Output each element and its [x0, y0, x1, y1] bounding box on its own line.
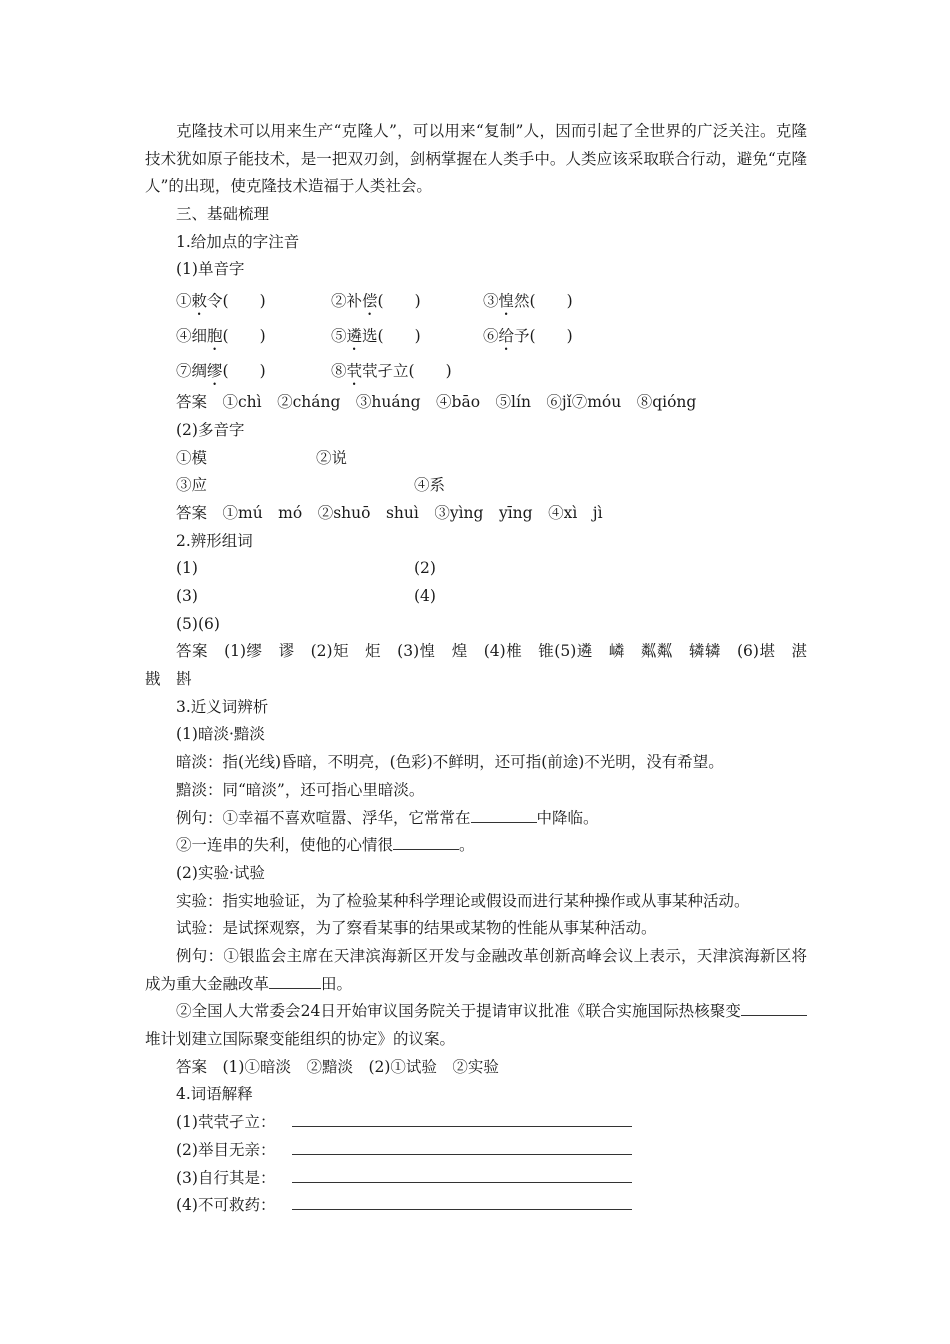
q1-answer2: 答案 ①mú mó ②shuō shuì ③yìng yīng ④xì jì — [176, 503, 603, 522]
q4-item: (3)自行其是： — [145, 1165, 807, 1193]
q3-p2-def1: 实验：指实地验证，为了检验某种科学理论或假设而进行某种操作或从事某种活动。 — [176, 891, 750, 910]
q1-answer1: 答案 ①chì ②cháng ③huáng ④bāo ⑤lín ⑥jǐ⑦móu ⑧qióng — [176, 393, 697, 412]
q3-p1-def1: 暗淡：指(光线)昏暗，不明亮，(色彩)不鲜明，还可指(前途)不光明，没有希望。 — [176, 753, 724, 772]
q3-p2-def2: 试验：是试探观察，为了察看某事的结果或某物的性能从事某种活动。 — [176, 919, 657, 938]
answer-line — [292, 1192, 632, 1210]
fill-blank — [393, 833, 459, 850]
q1-row — [145, 354, 807, 389]
answer-line — [292, 1109, 632, 1127]
q1-item: ①敕令( ) — [176, 292, 266, 311]
q2-row: (1) (2) — [176, 559, 436, 578]
q1-item: ⑧茕茕孑立( ) — [331, 362, 452, 381]
q4-title: 4.词语解释 — [176, 1085, 253, 1104]
intro-paragraph: 克隆技术可以用来生产“克隆人”，可以用来“复制”人，因而引起了全世界的广泛关注。克隆技术犹如原子能技术，是一把双刃剑，剑柄掌握在人类手中。人类应该采取联合行动，避免“克隆人”的出现，使克隆技术造福于人类社会。 — [145, 122, 807, 196]
q3-p1-example2: ②一连串的失利，使他的心情很 。 — [145, 832, 807, 860]
answer-line — [292, 1165, 632, 1183]
q1-row — [145, 319, 807, 354]
q2-row: (5)(6) — [176, 614, 220, 633]
q1-row — [145, 284, 807, 319]
fill-blank — [741, 999, 807, 1016]
answer-line — [292, 1137, 632, 1155]
q3-p1-def2: 黯淡：同“暗淡”，还可指心里暗淡。 — [176, 780, 425, 799]
q3-p1-example1: 例句：①幸福不喜欢喧嚣、浮华，它常常在 中降临。 — [145, 805, 807, 833]
q2-row: (3) (4) — [176, 586, 436, 605]
q3-p2-example1: 例句：①银监会主席在天津滨海新区开发与金融改革创新高峰会议上表示，天津滨海新区将成为重大金融改革 田。 — [145, 946, 807, 993]
fill-blank — [471, 805, 537, 822]
q3-p1-title: (1)暗淡·黯淡 — [176, 725, 265, 744]
q1-title: 1.给加点的字注音 — [176, 232, 300, 251]
q2-answer: 答案 (1)缪 谬 (2)矩 炬 (3)惶 煌 (4)椎 锥(5)遴 嶙 粼粼 辚辚 (6)堪 湛 戡 斟 — [145, 642, 823, 689]
q3-title: 3.近义词辨析 — [176, 697, 269, 716]
q1-item: ②补偿( ) — [331, 292, 421, 311]
q1-multi-row: ③应 ④系 — [176, 476, 446, 495]
q3-p2-title: (2)实验·试验 — [176, 863, 265, 882]
q3-p2-example2: ②全国人大常委会24日开始审议国务院关于提请审议批准《联合实施国际热核聚变堆计划建立国际聚变能组织的协定》的议案。 — [145, 998, 807, 1053]
q4-item: (1)茕茕孑立： — [145, 1109, 807, 1137]
section-heading: 三、基础梳理 — [176, 205, 270, 224]
q4-item: (4)不可救药： — [145, 1192, 807, 1220]
q1-item: ③惶然( ) — [483, 292, 573, 311]
fill-blank — [269, 971, 321, 988]
q1-item: ④细胞( ) — [176, 327, 266, 346]
q3-answer: 答案 (1)①暗淡 ②黯淡 (2)①试验 ②实验 — [176, 1057, 499, 1076]
q4-item: (2)举目无亲： — [145, 1137, 807, 1165]
document-page — [145, 118, 823, 1220]
q1-sub2: (2)多音字 — [176, 420, 245, 439]
q1-sub1: (1)单音字 — [176, 260, 245, 279]
q2-title: 2.辨形组词 — [176, 531, 253, 550]
q1-multi-row: ①模 ②说 — [176, 448, 348, 467]
q1-item: ⑥给予( ) — [483, 327, 573, 346]
q1-item: ⑤遴选( ) — [331, 327, 421, 346]
q1-item: ⑦绸缪( ) — [176, 362, 266, 381]
